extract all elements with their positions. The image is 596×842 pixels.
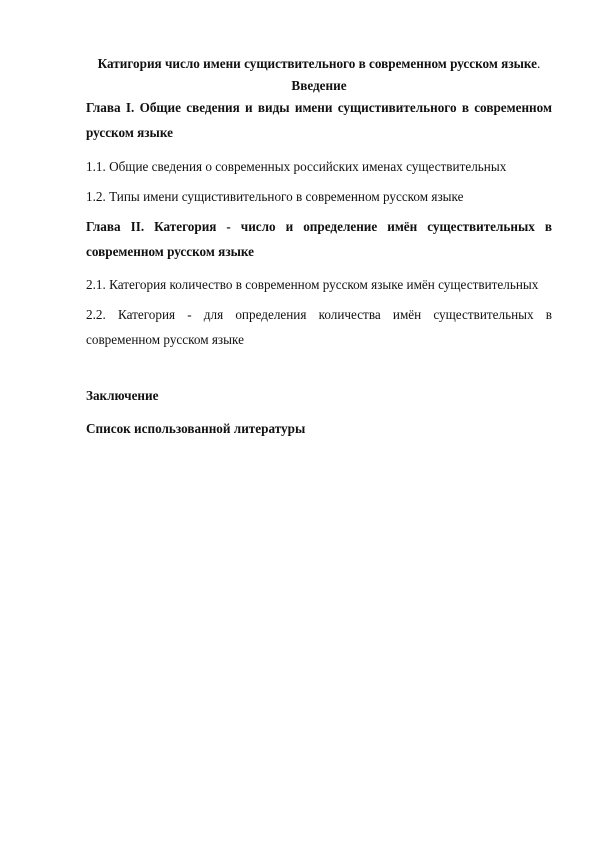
spacer [86,405,552,420]
toc-section-2-2: 2.2. Категория - для определения количества имён существительных в современном русском языке [86,307,552,347]
toc-section-2-1: 2.1. Категория количество в современном русском языке имён существительных [86,277,539,292]
spacer [86,145,552,149]
toc-references: Список использованной литературы [86,421,306,436]
toc-introduction: Введение [291,78,347,93]
document-title [86,56,552,72]
document-title-dot: . [537,56,541,71]
document-title-text: Катигория число имени сущиствительного в современном русском языке [97,56,538,71]
toc-section-1-1: 1.1. Общие сведения о современных российских именах существительных [86,159,507,174]
spacer [86,352,552,387]
toc-chapter-2: Глава II. Категория - число и определение имён существительных в современном русском языке [86,219,552,259]
toc-chapter-1: Глава I. Общие сведения и виды имени сущистивительного в современном русском языке [86,100,552,140]
document-page [86,56,552,438]
toc-section-1-2: 1.2. Типы имени сущистивительного в современном русском языке [86,189,464,204]
toc-conclusion: Заключение [86,388,159,403]
